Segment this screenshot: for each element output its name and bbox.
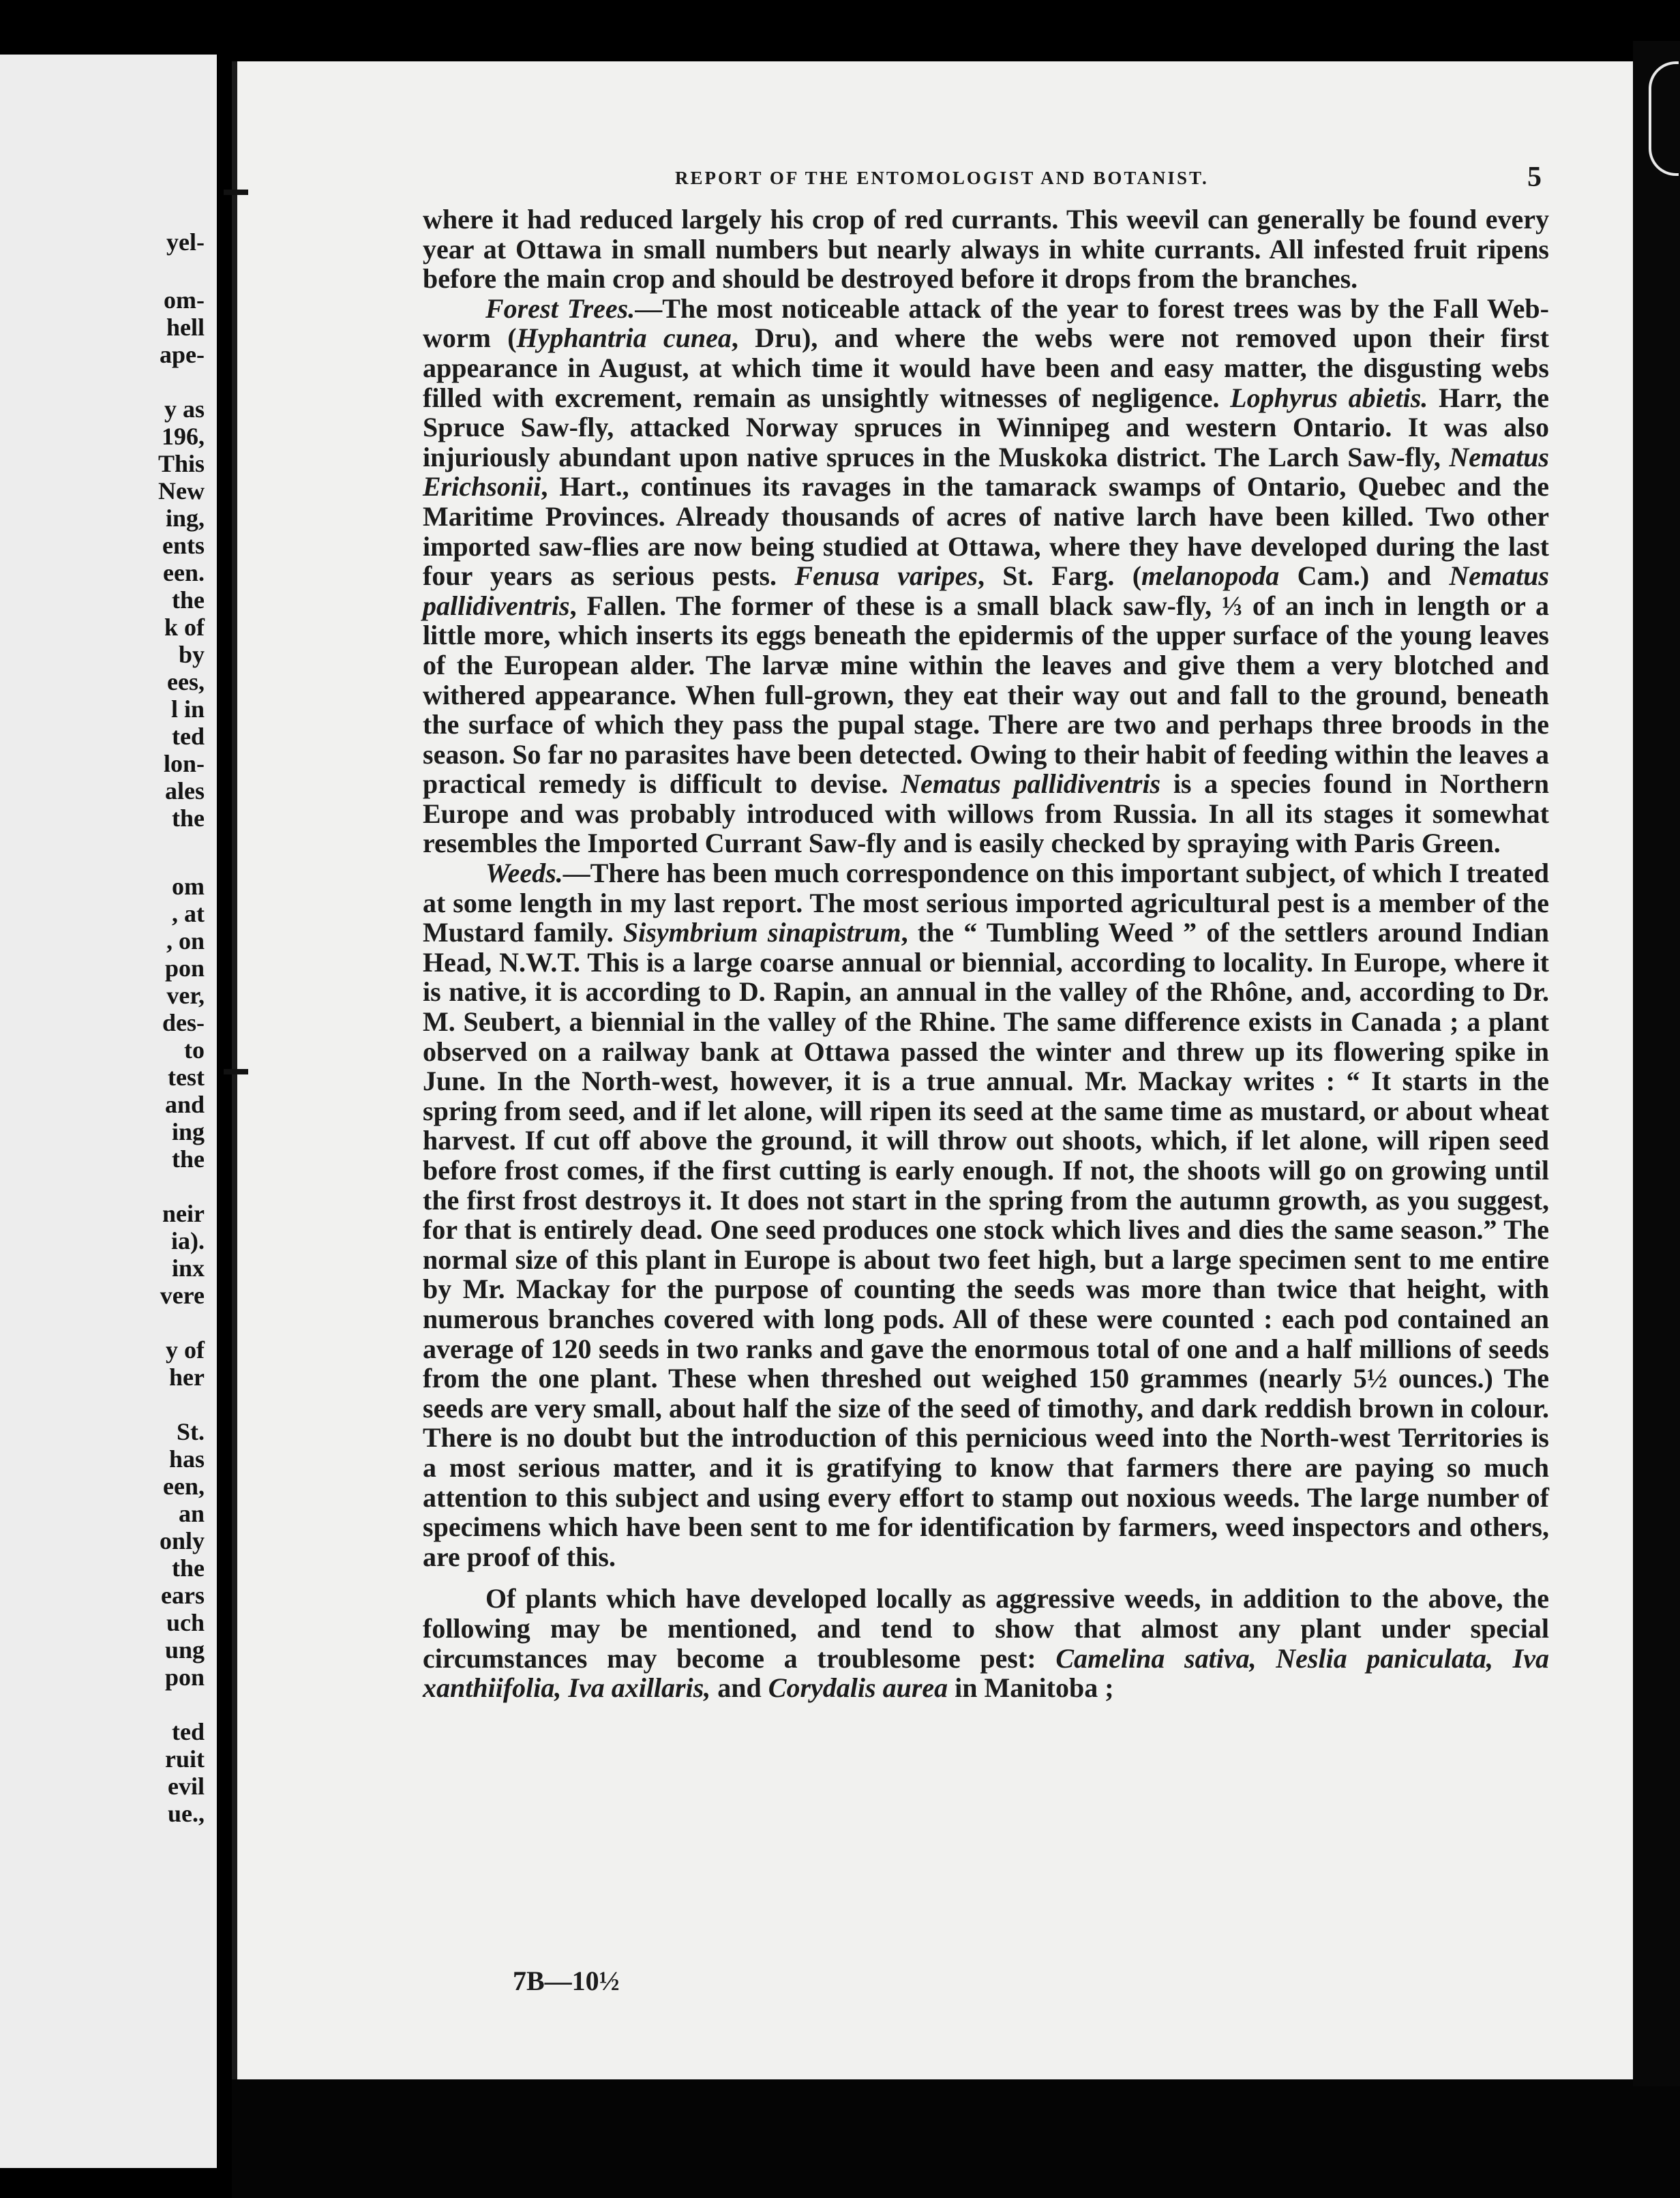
page-gutter	[217, 0, 232, 2198]
previous-page-line-fragment: ue.,	[168, 1800, 205, 1827]
species-name: Lophyrus abietis.	[1230, 382, 1428, 413]
previous-page-line-fragment: ted	[172, 723, 205, 750]
previous-page-line-fragment: the	[172, 586, 205, 614]
previous-page-line-fragment: and	[164, 1091, 205, 1118]
previous-page-line-fragment: neir	[162, 1200, 205, 1227]
previous-page-line-fragment: des-	[162, 1009, 205, 1036]
previous-page-line-fragment: ted	[172, 1718, 205, 1745]
previous-page-line-fragment: evil	[168, 1773, 205, 1800]
previous-page-line-fragment: hell	[166, 314, 205, 341]
previous-page-line-fragment: , on	[166, 927, 205, 954]
previous-page-line-fragment: ing	[171, 1118, 205, 1145]
text-run: , Fallen. The former of these is a small black saw-fly, ⅓ of an inch in length or a little more, which inserts its eggs beneath the epidermis of the upper surface of the young leaves of the European alder. The larvæ mine within the leaves and give them a very blotched and withered appearance. When full-grown, they eat their way out and fall to the ground, beneath the surface of which they pass the pupal stage. There are two and perhaps three broods in the season. So far no parasites have been detected. Owing to their habit of feeding within the leaves a practical remedy is difficult to devise.	[423, 590, 1549, 800]
previous-page-line-fragment: only	[159, 1527, 205, 1554]
text-run: Harr, the Spruce Saw-fly, attacked Norway spruces in Winnipeg and western Ontario. It was also injuriously abundant upon native spruces in the Muskoka district. The Larch Saw-fly,	[423, 382, 1549, 472]
paragraph-weeds	[423, 858, 1549, 1571]
signature-mark: 7B—10½	[513, 1966, 620, 1996]
previous-page-line-fragment: ears	[161, 1582, 205, 1609]
section-lead-forest-trees: Forest Trees.	[485, 292, 635, 324]
previous-page-line-fragment: her	[169, 1364, 205, 1391]
previous-page-line-fragment: ees,	[167, 668, 205, 695]
scan-right-margin	[1633, 41, 1680, 2086]
text-run: , St. Farg. (	[977, 560, 1142, 592]
species-name: Sisymbrium sinapistrum	[622, 917, 901, 948]
previous-page-line-fragment: y as	[164, 395, 205, 423]
paragraph-currants: where it had reduced largely his crop of red currants. This weevil can generally be found every year at Ottawa in small numbers but nearly always in white currants. All infested fruit ripens before the main crop and should be destroyed before it drops from the branches.	[423, 204, 1549, 295]
species-list: Camelina sativa, Neslia paniculata, Iva xanthiifolia, Iva axillaris,	[423, 1642, 1549, 1704]
paragraph-local-weeds	[423, 1584, 1549, 1702]
previous-page-strip	[0, 55, 217, 2168]
text-run: , Hart., continues its ravages in the tamarack swamps of Ontario, Quebec and the Maritime Provinces. Already thousands of acres of native larch have been killed. Two other imported saw-flies are now being studied at Ottawa, where they have developed during the last four years as serious pests.	[423, 471, 1549, 592]
previous-page-line-fragment: ruit	[165, 1745, 205, 1773]
previous-page-line-fragment: vere	[160, 1282, 205, 1309]
binding-tick	[224, 190, 248, 195]
species-name: Corydalis aurea	[768, 1672, 948, 1704]
text-run: , the “ Tumbling Weed ” of the settlers around Indian Head, N.W.T. This is a large coarse annual or biennial, according to locality. In Europe, where it is native, it is according to D. Rapin, an annual in the valley of the Rhône, and, according to Dr. M. Seubert, a biennial in the valley of the Rhine. The same difference exists in Canada ; a plant observed on a railway bank at Ottawa passed the winter and threw up its flowering spike in June. In the North-west, however, it is a true annual. Mr. Mackay writes : “ It starts in the spring from seed, and if let alone, will ripen its seed at the same time as mustard, or about wheat harvest. If cut off above the ground, it will throw out shoots, which, if let alone, will ripen seed before frost comes, if the first cutting is early enough. If not, the shoots will go on growing until the first frost destroys it. It does not start in the spring from the autumn growth, as you suggest, for that is entirely dead. One seed produces one stock which lives and dies the same season.” The normal size of this plant in Europe is about two feet high, but a large specimen sent to me entire by Mr. Mackay for the purpose of counting the seeds was more than twice that height, with numerous branches covered with long pods. All of these were counted : each pod contained an average of 120 seeds in two ranks and gave the enormous total of one and a half millions of seeds from the one plant. These when threshed out weighed 150 grammes (nearly 5½ ounces.) The seeds are very small, about half the size of the seed of timothy, and dark reddish brown in colour. There is no doubt but the introduction of this pernicious weed into the North-west Territories is a most serious matter, and it is gratifying to know that farmers there are paying so much attention to this subject and using every effort to stamp out noxious weeds. The large number of specimens which have been sent to me for identification by farmers, weed inspectors and others, are proof of this.	[423, 917, 1549, 1572]
previous-page-line-fragment: to	[184, 1036, 205, 1064]
previous-page-line-fragment: ver,	[166, 982, 205, 1009]
previous-page-line-fragment: y of	[166, 1336, 205, 1364]
previous-page-line-fragment: l in	[170, 695, 205, 723]
section-lead-weeds: Weeds.	[485, 858, 563, 889]
text-run: —There has been much correspondence on this important subject, of which I treated at some length in my last report. The most serious imported agricultural pest is a member of the Mustard family.	[423, 858, 1549, 948]
text-run: in Manitoba ;	[948, 1672, 1114, 1704]
text-run: and	[710, 1672, 768, 1704]
text-run: —The most noticeable attack of the year to forest trees was by the Fall Web-worm (	[423, 292, 1549, 354]
page-curl-mark	[1649, 61, 1679, 176]
previous-page-line-fragment: lon-	[163, 750, 205, 777]
previous-page-line-fragment: inx	[171, 1254, 205, 1282]
species-name: melanopoda	[1141, 560, 1280, 592]
previous-page-line-fragment: by	[178, 641, 205, 668]
previous-page-line-fragment: the	[172, 804, 205, 832]
text-run: , Dru), and where the webs were not removed upon their first appearance in August, at which time it would have been and easy matter, the disgusting webs filled with excrement, remain as unsightly witnesses of negligence.	[423, 322, 1549, 413]
previous-page-line-fragment: ing,	[165, 505, 205, 532]
previous-page-line-fragment: uch	[166, 1609, 205, 1636]
previous-page-line-fragment: This	[158, 450, 205, 477]
previous-page-line-fragment: pon	[164, 1663, 205, 1691]
previous-page-line-fragment: the	[172, 1554, 205, 1582]
scan-bottom-margin	[232, 2079, 1680, 2198]
previous-page-line-fragment: ents	[162, 532, 205, 559]
previous-page-line-fragment: ung	[164, 1636, 205, 1663]
species-name: Fenusa varipes	[794, 560, 978, 592]
species-name: Hyphantria cunea	[516, 322, 732, 354]
previous-page-line-fragment: een.	[163, 559, 205, 586]
previous-page-line-fragment: 196,	[162, 423, 205, 450]
previous-page-line-fragment: ape-	[160, 341, 205, 368]
text-run: Cam.) and	[1279, 560, 1450, 592]
previous-page-line-fragment: om-	[164, 286, 205, 314]
previous-page-line-fragment: an	[178, 1500, 205, 1527]
previous-page-line-fragment: yel-	[166, 228, 205, 256]
previous-page-line-fragment: ales	[165, 777, 205, 804]
text-run: Of plants which have developed locally as aggressive weeds, in addition to the above, the following may be mentioned, and tend to show that almost any plant under special circumstances may become a troublesome pest:	[423, 1583, 1549, 1674]
text-run: is a species found in Northern Europe and was probably introduced with willows from Russia. In all its stages it somewhat resembles the Imported Currant Saw-fly and is easily checked by spraying with Paris Green.	[423, 768, 1550, 859]
page-number: 5	[1527, 162, 1542, 193]
previous-page-line-fragment: has	[168, 1445, 205, 1473]
previous-page-line-fragment: test	[168, 1064, 205, 1091]
body-text	[423, 205, 1549, 1703]
species-name: Nematus Erichsonii	[423, 441, 1549, 502]
species-name: Nematus pallidiventris	[901, 768, 1161, 800]
running-head: REPORT OF THE ENTOMOLOGIST AND BOTANIST.	[675, 168, 1209, 188]
previous-page-line-fragment: St.	[176, 1418, 205, 1445]
binding-tick	[224, 1069, 248, 1074]
previous-page-line-fragment: ia).	[171, 1227, 205, 1254]
species-name: Nematus pallidiventris	[423, 560, 1549, 621]
previous-page-line-fragment: een,	[163, 1473, 205, 1500]
previous-page-line-fragment: New	[158, 477, 205, 505]
previous-page-line-fragment: , at	[172, 900, 205, 927]
paragraph-forest-trees	[423, 294, 1549, 858]
previous-page-line-fragment: pon	[164, 954, 205, 982]
previous-page-line-fragment: the	[172, 1145, 205, 1173]
previous-page-line-fragment: k of	[164, 614, 205, 641]
previous-page-line-fragment: om	[172, 873, 205, 900]
